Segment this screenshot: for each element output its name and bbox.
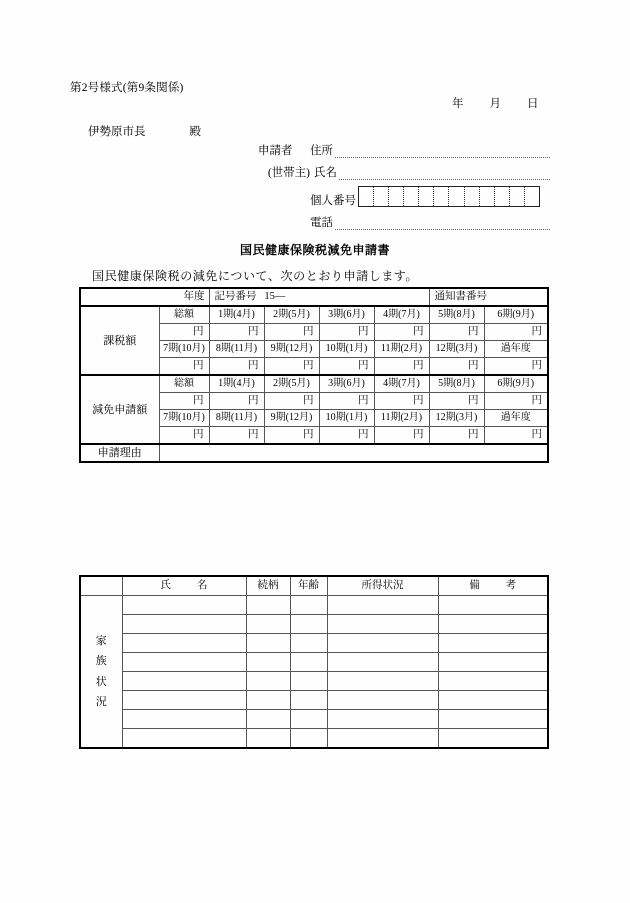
addressee-name: 伊勢原市長 bbox=[88, 126, 146, 138]
tax-header-cell: 3期(6月) bbox=[319, 306, 374, 324]
tax-amount-cell[interactable]: 円 bbox=[374, 358, 429, 376]
reduction-header-cell: 6期(9月) bbox=[484, 375, 548, 393]
tax-header-cell: 2期(5月) bbox=[264, 306, 319, 324]
tax-amount-cell[interactable]: 円 bbox=[264, 358, 319, 376]
family-cell-relation[interactable] bbox=[246, 691, 290, 710]
family-header-relation: 続柄 bbox=[246, 576, 290, 596]
applicant-phone-row bbox=[258, 210, 550, 230]
mynumber-cell[interactable] bbox=[480, 187, 495, 206]
family-cell-note[interactable] bbox=[438, 672, 548, 691]
date-line bbox=[452, 95, 539, 111]
tax-header-cell: 12期(3月) bbox=[429, 341, 484, 358]
mynumber-cell[interactable] bbox=[510, 187, 525, 206]
family-cell-age[interactable] bbox=[290, 615, 327, 634]
date-day-label: 日 bbox=[527, 98, 539, 110]
reduction-amount-cell[interactable]: 円 bbox=[159, 427, 209, 445]
applicant-block bbox=[258, 138, 550, 232]
tax-amount-label: 課税額 bbox=[80, 306, 159, 375]
reduction-header-cell: 1期(4月) bbox=[209, 375, 264, 393]
reduction-amount-cell[interactable]: 円 bbox=[429, 427, 484, 445]
mynumber-cell[interactable] bbox=[449, 187, 464, 206]
tax-amount-cell[interactable]: 円 bbox=[159, 358, 209, 376]
family-cell-name[interactable] bbox=[122, 691, 246, 710]
mynumber-cell[interactable] bbox=[525, 187, 539, 206]
reduction-header-cell: 9期(12月) bbox=[264, 410, 319, 427]
applicant-name-row bbox=[258, 160, 550, 180]
notice-number-field[interactable] bbox=[429, 288, 548, 306]
tax-amount-cell[interactable]: 円 bbox=[484, 358, 548, 376]
family-cell-income[interactable] bbox=[327, 672, 438, 691]
family-cell-note[interactable] bbox=[438, 634, 548, 653]
tax-header-cell: 総額 bbox=[159, 306, 209, 324]
reduction-header-cell: 8期(11月) bbox=[209, 410, 264, 427]
family-cell-age[interactable] bbox=[290, 653, 327, 672]
family-cell-income[interactable] bbox=[327, 710, 438, 729]
tax-amount-cell[interactable]: 円 bbox=[429, 324, 484, 341]
date-month-label: 月 bbox=[489, 98, 501, 110]
family-cell-note[interactable] bbox=[438, 615, 548, 634]
family-cell-relation[interactable] bbox=[246, 672, 290, 691]
table-row bbox=[80, 615, 548, 634]
table-row bbox=[80, 729, 548, 749]
name-input[interactable] bbox=[339, 166, 550, 180]
family-header-note: 備考 bbox=[438, 576, 548, 596]
table-row-tax-periods-first bbox=[80, 306, 548, 324]
family-cell-age[interactable] bbox=[290, 729, 327, 749]
family-cell-note[interactable] bbox=[438, 710, 548, 729]
reduction-header-cell: 11期(2月) bbox=[374, 410, 429, 427]
family-cell-income[interactable] bbox=[327, 615, 438, 634]
tax-amount-cell[interactable]: 円 bbox=[159, 324, 209, 341]
table-row bbox=[80, 710, 548, 729]
family-label-char: 族 bbox=[95, 655, 107, 668]
reduction-header-cell: 7期(10月) bbox=[159, 410, 209, 427]
family-cell-age[interactable] bbox=[290, 710, 327, 729]
applicant-label: 申請者 bbox=[258, 145, 293, 157]
family-label-char: 状 bbox=[95, 675, 107, 688]
family-cell-income[interactable] bbox=[327, 691, 438, 710]
family-cell-name[interactable] bbox=[122, 672, 246, 691]
table-row-info bbox=[80, 288, 548, 306]
document-title: 国民健康保険税減免申請書 bbox=[239, 243, 390, 257]
address-input[interactable] bbox=[335, 144, 550, 158]
tax-amount-cell[interactable]: 円 bbox=[484, 324, 548, 341]
tax-header-cell: 6期(9月) bbox=[484, 306, 548, 324]
family-cell-note[interactable] bbox=[438, 729, 548, 749]
family-cell-note[interactable] bbox=[438, 596, 548, 615]
reduction-header-cell: 4期(7月) bbox=[374, 375, 429, 393]
tax-header-cell: 4期(7月) bbox=[374, 306, 429, 324]
tax-header-cell: 9期(12月) bbox=[264, 341, 319, 358]
tax-header-cell: 1期(4月) bbox=[209, 306, 264, 324]
phone-label: 電話 bbox=[310, 217, 333, 229]
family-status-label-vertical bbox=[81, 596, 122, 747]
reduction-amount-cell[interactable]: 円 bbox=[429, 393, 484, 410]
tax-header-cell: 7期(10月) bbox=[159, 341, 209, 358]
family-cell-relation[interactable] bbox=[246, 634, 290, 653]
householder-label: (世帯主) bbox=[267, 167, 310, 179]
family-cell-note[interactable] bbox=[438, 653, 548, 672]
symbol-number-field[interactable] bbox=[209, 288, 429, 306]
tax-amount-cell[interactable]: 円 bbox=[209, 358, 264, 376]
tax-header-cell: 8期(11月) bbox=[209, 341, 264, 358]
family-cell-income[interactable] bbox=[327, 634, 438, 653]
reduction-header-cell: 10期(1月) bbox=[319, 410, 374, 427]
family-cell-name[interactable] bbox=[122, 596, 246, 615]
reduction-amount-cell[interactable]: 円 bbox=[319, 393, 374, 410]
tax-reduction-table bbox=[79, 287, 549, 463]
tax-amount-cell[interactable]: 円 bbox=[319, 324, 374, 341]
family-cell-relation[interactable] bbox=[246, 615, 290, 634]
reduction-amount-cell[interactable]: 円 bbox=[209, 393, 264, 410]
family-header-name: 氏名 bbox=[122, 576, 246, 596]
mynumber-label: 個人番号 bbox=[310, 195, 356, 207]
name-label: 氏名 bbox=[314, 167, 337, 179]
family-cell-name[interactable] bbox=[122, 729, 246, 749]
family-header-blank bbox=[80, 576, 122, 596]
mynumber-input[interactable] bbox=[358, 186, 540, 207]
family-header-income: 所得状況 bbox=[327, 576, 438, 596]
family-cell-relation[interactable] bbox=[246, 729, 290, 749]
family-cell-name[interactable] bbox=[122, 634, 246, 653]
family-cell-name[interactable] bbox=[122, 710, 246, 729]
tax-header-cell: 10期(1月) bbox=[319, 341, 374, 358]
family-cell-age[interactable] bbox=[290, 634, 327, 653]
family-status-table bbox=[79, 575, 549, 749]
reduction-amount-cell[interactable]: 円 bbox=[484, 427, 548, 445]
symbol-number-value: 15— bbox=[264, 291, 286, 302]
family-cell-age[interactable] bbox=[290, 596, 327, 615]
reduction-amount-cell[interactable]: 円 bbox=[209, 427, 264, 445]
family-cell-age[interactable] bbox=[290, 672, 327, 691]
date-year-label: 年 bbox=[452, 98, 464, 110]
family-label-char: 況 bbox=[95, 695, 107, 708]
tax-amount-cell[interactable]: 円 bbox=[319, 358, 374, 376]
family-cell-name[interactable] bbox=[122, 615, 246, 634]
year-label: 年度 bbox=[80, 288, 209, 306]
table-row bbox=[80, 634, 548, 653]
symbol-number-label: 記号番号 bbox=[214, 291, 257, 302]
family-cell-name[interactable] bbox=[122, 653, 246, 672]
reduction-amount-cell[interactable]: 円 bbox=[374, 427, 429, 445]
tax-amount-cell[interactable]: 円 bbox=[264, 324, 319, 341]
applicant-mynumber-row bbox=[258, 182, 550, 208]
intro-text: 国民健康保険税の減免について、次のとおり申請します。 bbox=[92, 269, 419, 283]
address-label: 住所 bbox=[310, 145, 333, 157]
reduction-amount-cell[interactable]: 円 bbox=[374, 393, 429, 410]
family-status-label bbox=[80, 596, 122, 749]
reduction-header-cell: 2期(5月) bbox=[264, 375, 319, 393]
mynumber-cell[interactable] bbox=[374, 187, 389, 206]
reduction-header-cell: 3期(6月) bbox=[319, 375, 374, 393]
table-row-reason bbox=[80, 444, 548, 462]
reduction-amount-cell[interactable]: 円 bbox=[484, 393, 548, 410]
addressee-honorific: 殿 bbox=[189, 126, 201, 138]
family-label-char: 家 bbox=[95, 634, 107, 647]
reduction-amount-label: 減免申請額 bbox=[80, 375, 159, 444]
family-cell-income[interactable] bbox=[327, 596, 438, 615]
tax-header-cell: 過年度 bbox=[484, 341, 548, 358]
reduction-header-cell: 12期(3月) bbox=[429, 410, 484, 427]
reason-label: 申請理由 bbox=[80, 444, 159, 462]
table-row bbox=[80, 596, 548, 615]
family-cell-relation[interactable] bbox=[246, 710, 290, 729]
reduction-amount-cell[interactable]: 円 bbox=[159, 393, 209, 410]
reduction-amount-cell[interactable]: 円 bbox=[264, 427, 319, 445]
family-cell-income[interactable] bbox=[327, 653, 438, 672]
tax-header-cell: 5期(8月) bbox=[429, 306, 484, 324]
mynumber-cell[interactable] bbox=[389, 187, 404, 206]
reduction-amount-cell[interactable]: 円 bbox=[319, 427, 374, 445]
reduction-header-cell: 過年度 bbox=[484, 410, 548, 427]
table-row bbox=[80, 672, 548, 691]
reason-input[interactable] bbox=[159, 444, 548, 462]
mynumber-cell[interactable] bbox=[434, 187, 449, 206]
addressee bbox=[88, 123, 201, 139]
family-cell-age[interactable] bbox=[290, 691, 327, 710]
mynumber-cell[interactable] bbox=[419, 187, 434, 206]
table-row bbox=[80, 653, 548, 672]
family-cell-note[interactable] bbox=[438, 691, 548, 710]
notice-number-label: 通知書番号 bbox=[434, 291, 487, 302]
applicant-address-row bbox=[258, 138, 550, 158]
mynumber-cell[interactable] bbox=[465, 187, 480, 206]
mynumber-cell[interactable] bbox=[495, 187, 510, 206]
reduction-header-cell: 5期(8月) bbox=[429, 375, 484, 393]
tax-amount-cell[interactable]: 円 bbox=[429, 358, 484, 376]
mynumber-cell[interactable] bbox=[359, 187, 374, 206]
table-row-family-header bbox=[80, 576, 548, 596]
reduction-header-cell: 総額 bbox=[159, 375, 209, 393]
reduction-amount-cell[interactable]: 円 bbox=[264, 393, 319, 410]
family-header-age: 年齢 bbox=[290, 576, 327, 596]
form-code: 第2号様式(第9条関係) bbox=[70, 82, 184, 94]
family-cell-relation[interactable] bbox=[246, 596, 290, 615]
tax-amount-cell[interactable]: 円 bbox=[374, 324, 429, 341]
table-row bbox=[80, 691, 548, 710]
family-cell-relation[interactable] bbox=[246, 653, 290, 672]
table-row-reduction-periods-first bbox=[80, 375, 548, 393]
tax-header-cell: 11期(2月) bbox=[374, 341, 429, 358]
phone-input[interactable] bbox=[335, 216, 550, 230]
tax-amount-cell[interactable]: 円 bbox=[209, 324, 264, 341]
family-cell-income[interactable] bbox=[327, 729, 438, 749]
mynumber-cell[interactable] bbox=[404, 187, 419, 206]
